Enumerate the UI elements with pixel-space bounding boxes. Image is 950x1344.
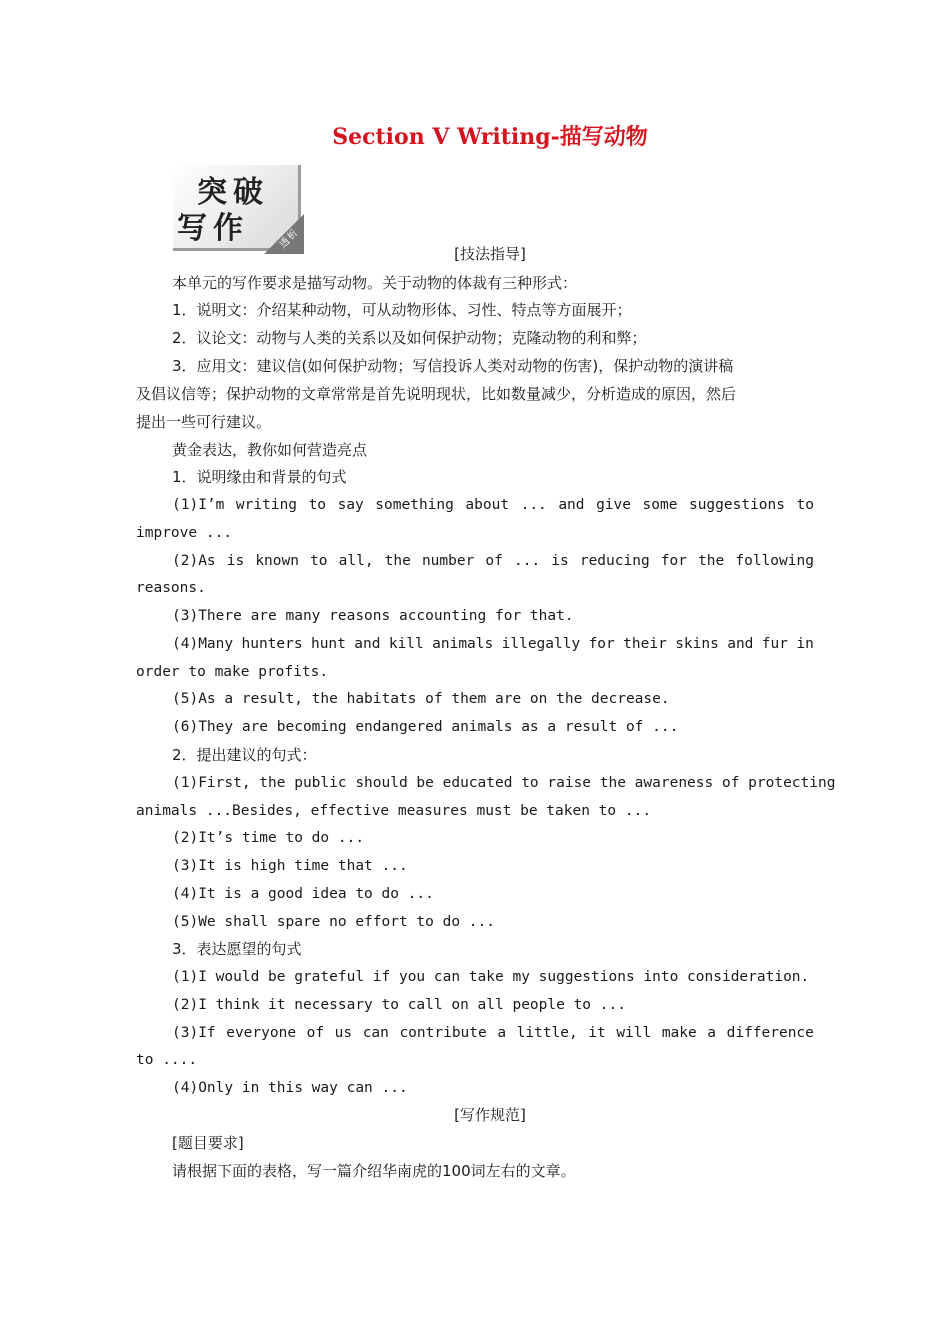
word: number [421, 553, 475, 569]
sentence-1-5: (5)As a result, the habitats of them are on the decrease. [172, 691, 670, 707]
section-badge [173, 165, 301, 251]
badge-line2: 写作 [177, 211, 249, 246]
word: it [588, 1025, 606, 1041]
sentence-1-3: (3)There are many reasons accounting for that. [172, 608, 574, 624]
word: animals [432, 636, 494, 652]
word: ... [520, 497, 547, 513]
word: a [707, 1025, 717, 1041]
word: (1)I’m [172, 497, 225, 513]
word: hunt [310, 636, 346, 652]
word: and [354, 636, 381, 652]
section-header-writing-norms: [写作规范] [454, 1106, 526, 1124]
word: all, [338, 553, 374, 569]
word: in [796, 636, 814, 652]
genre-3-cont: 及倡议信等；保护动物的文章常常是首先说明现状，比如数量减少，分析造成的原因，然后 [136, 385, 737, 403]
sentence-1-6: (6)They are becoming endangered animals as a result of ... [172, 719, 679, 735]
page-title: Section Ⅴ Writing-描写动物 [332, 124, 648, 150]
word: some [642, 497, 678, 513]
word: for [660, 553, 687, 569]
word: for [588, 636, 615, 652]
word: (2)As [172, 553, 216, 569]
word: give [596, 497, 631, 513]
sentence-3-3 [172, 1023, 814, 1043]
word: will [616, 1025, 652, 1041]
genre-3: 3．应用文：建议信(如何保护动物；写信投诉人类对动物的伤害)，保护动物的演讲稿 [172, 357, 734, 375]
word: about [465, 497, 510, 513]
intro-text: 本单元的写作要求是描写动物。关于动物的体裁有三种形式： [172, 274, 578, 292]
sentence-2-2: (2)It’s time to do ... [172, 830, 365, 846]
sentence-2-3: (3)It is high time that ... [172, 858, 408, 874]
sentence-2-5: (5)We shall spare no effort to do ... [172, 914, 496, 930]
word: to [796, 497, 814, 513]
word: difference [726, 1025, 814, 1041]
sentence-1-4-cont: order to make profits. [136, 664, 329, 680]
word: skins [675, 636, 719, 652]
sentence-1-1-cont: improve ... [136, 525, 233, 541]
word: to [308, 497, 327, 513]
sentence-3-2: (2)I think it necessary to call on all people to ... [172, 997, 626, 1013]
sentence-2-1: (1)First, the public should be educated to raise the awareness of protecting [172, 775, 836, 791]
word: known [255, 553, 299, 569]
word: is [226, 553, 245, 569]
task-header: [题目要求] [172, 1134, 244, 1152]
word: (4)Many [172, 636, 234, 652]
genre-2: 2．议论文：动物与人类的关系以及如何保护动物；克隆动物的利和弊； [172, 329, 647, 347]
word: reducing [579, 553, 650, 569]
word: fur [761, 636, 788, 652]
badge-line1: 突破 [197, 175, 269, 210]
word: something [375, 497, 454, 513]
sentence-2-1-cont: animals ...Besides, effective measures must be taken to ... [136, 803, 652, 819]
genre-3-end: 提出一些可行建议。 [136, 413, 272, 431]
sentence-1-1 [172, 495, 814, 515]
word: say [337, 497, 364, 513]
word: can [362, 1025, 389, 1041]
word: contribute [399, 1025, 487, 1041]
group2-title: 2．提出建议的句式： [172, 746, 317, 764]
word: hunters [241, 636, 303, 652]
word: is [551, 553, 569, 569]
sentence-2-4: (4)It is a good idea to do ... [172, 886, 434, 902]
sentence-1-2 [172, 551, 814, 571]
word: following [735, 553, 814, 569]
word: little, [516, 1025, 578, 1041]
genre-1: 1．说明文：介绍某种动物，可从动物形体、习性、特点等方面展开； [172, 301, 632, 319]
sentence-3-1: (1)I would be grateful if you can take my suggestions into consideration. [172, 969, 810, 985]
word: a [497, 1025, 507, 1041]
word: ... [513, 553, 541, 569]
word: us [334, 1025, 353, 1041]
word: make [661, 1025, 697, 1041]
word: the [698, 553, 725, 569]
word: kill [388, 636, 424, 652]
sentence-1-4 [172, 634, 814, 654]
section-header-techniques: [技法指导] [454, 245, 526, 263]
word: to [310, 553, 328, 569]
word: illegally [501, 636, 581, 652]
word: and [727, 636, 754, 652]
task-text: 请根据下面的表格，写一篇介绍华南虎的100词左右的文章。 [172, 1162, 576, 1180]
word: their [623, 636, 667, 652]
golden-expressions: 黄金表达，教你如何营造亮点 [172, 441, 368, 459]
word: everyone [226, 1025, 297, 1041]
badge-tag: 透析 [277, 227, 302, 251]
word: of [306, 1025, 325, 1041]
word: of [485, 553, 503, 569]
word: writing [235, 497, 298, 513]
sentence-3-4: (4)Only in this way can ... [172, 1080, 408, 1096]
group3-title: 3．表达愿望的句式 [172, 940, 302, 958]
sentence-1-2-cont: reasons. [136, 580, 206, 596]
word: the [384, 553, 411, 569]
sentence-3-3-cont: to .... [136, 1052, 198, 1068]
word: and [558, 497, 585, 513]
word: suggestions [688, 497, 785, 513]
word: (3)If [172, 1025, 216, 1041]
group1-title: 1．说明缘由和背景的句式 [172, 468, 347, 486]
